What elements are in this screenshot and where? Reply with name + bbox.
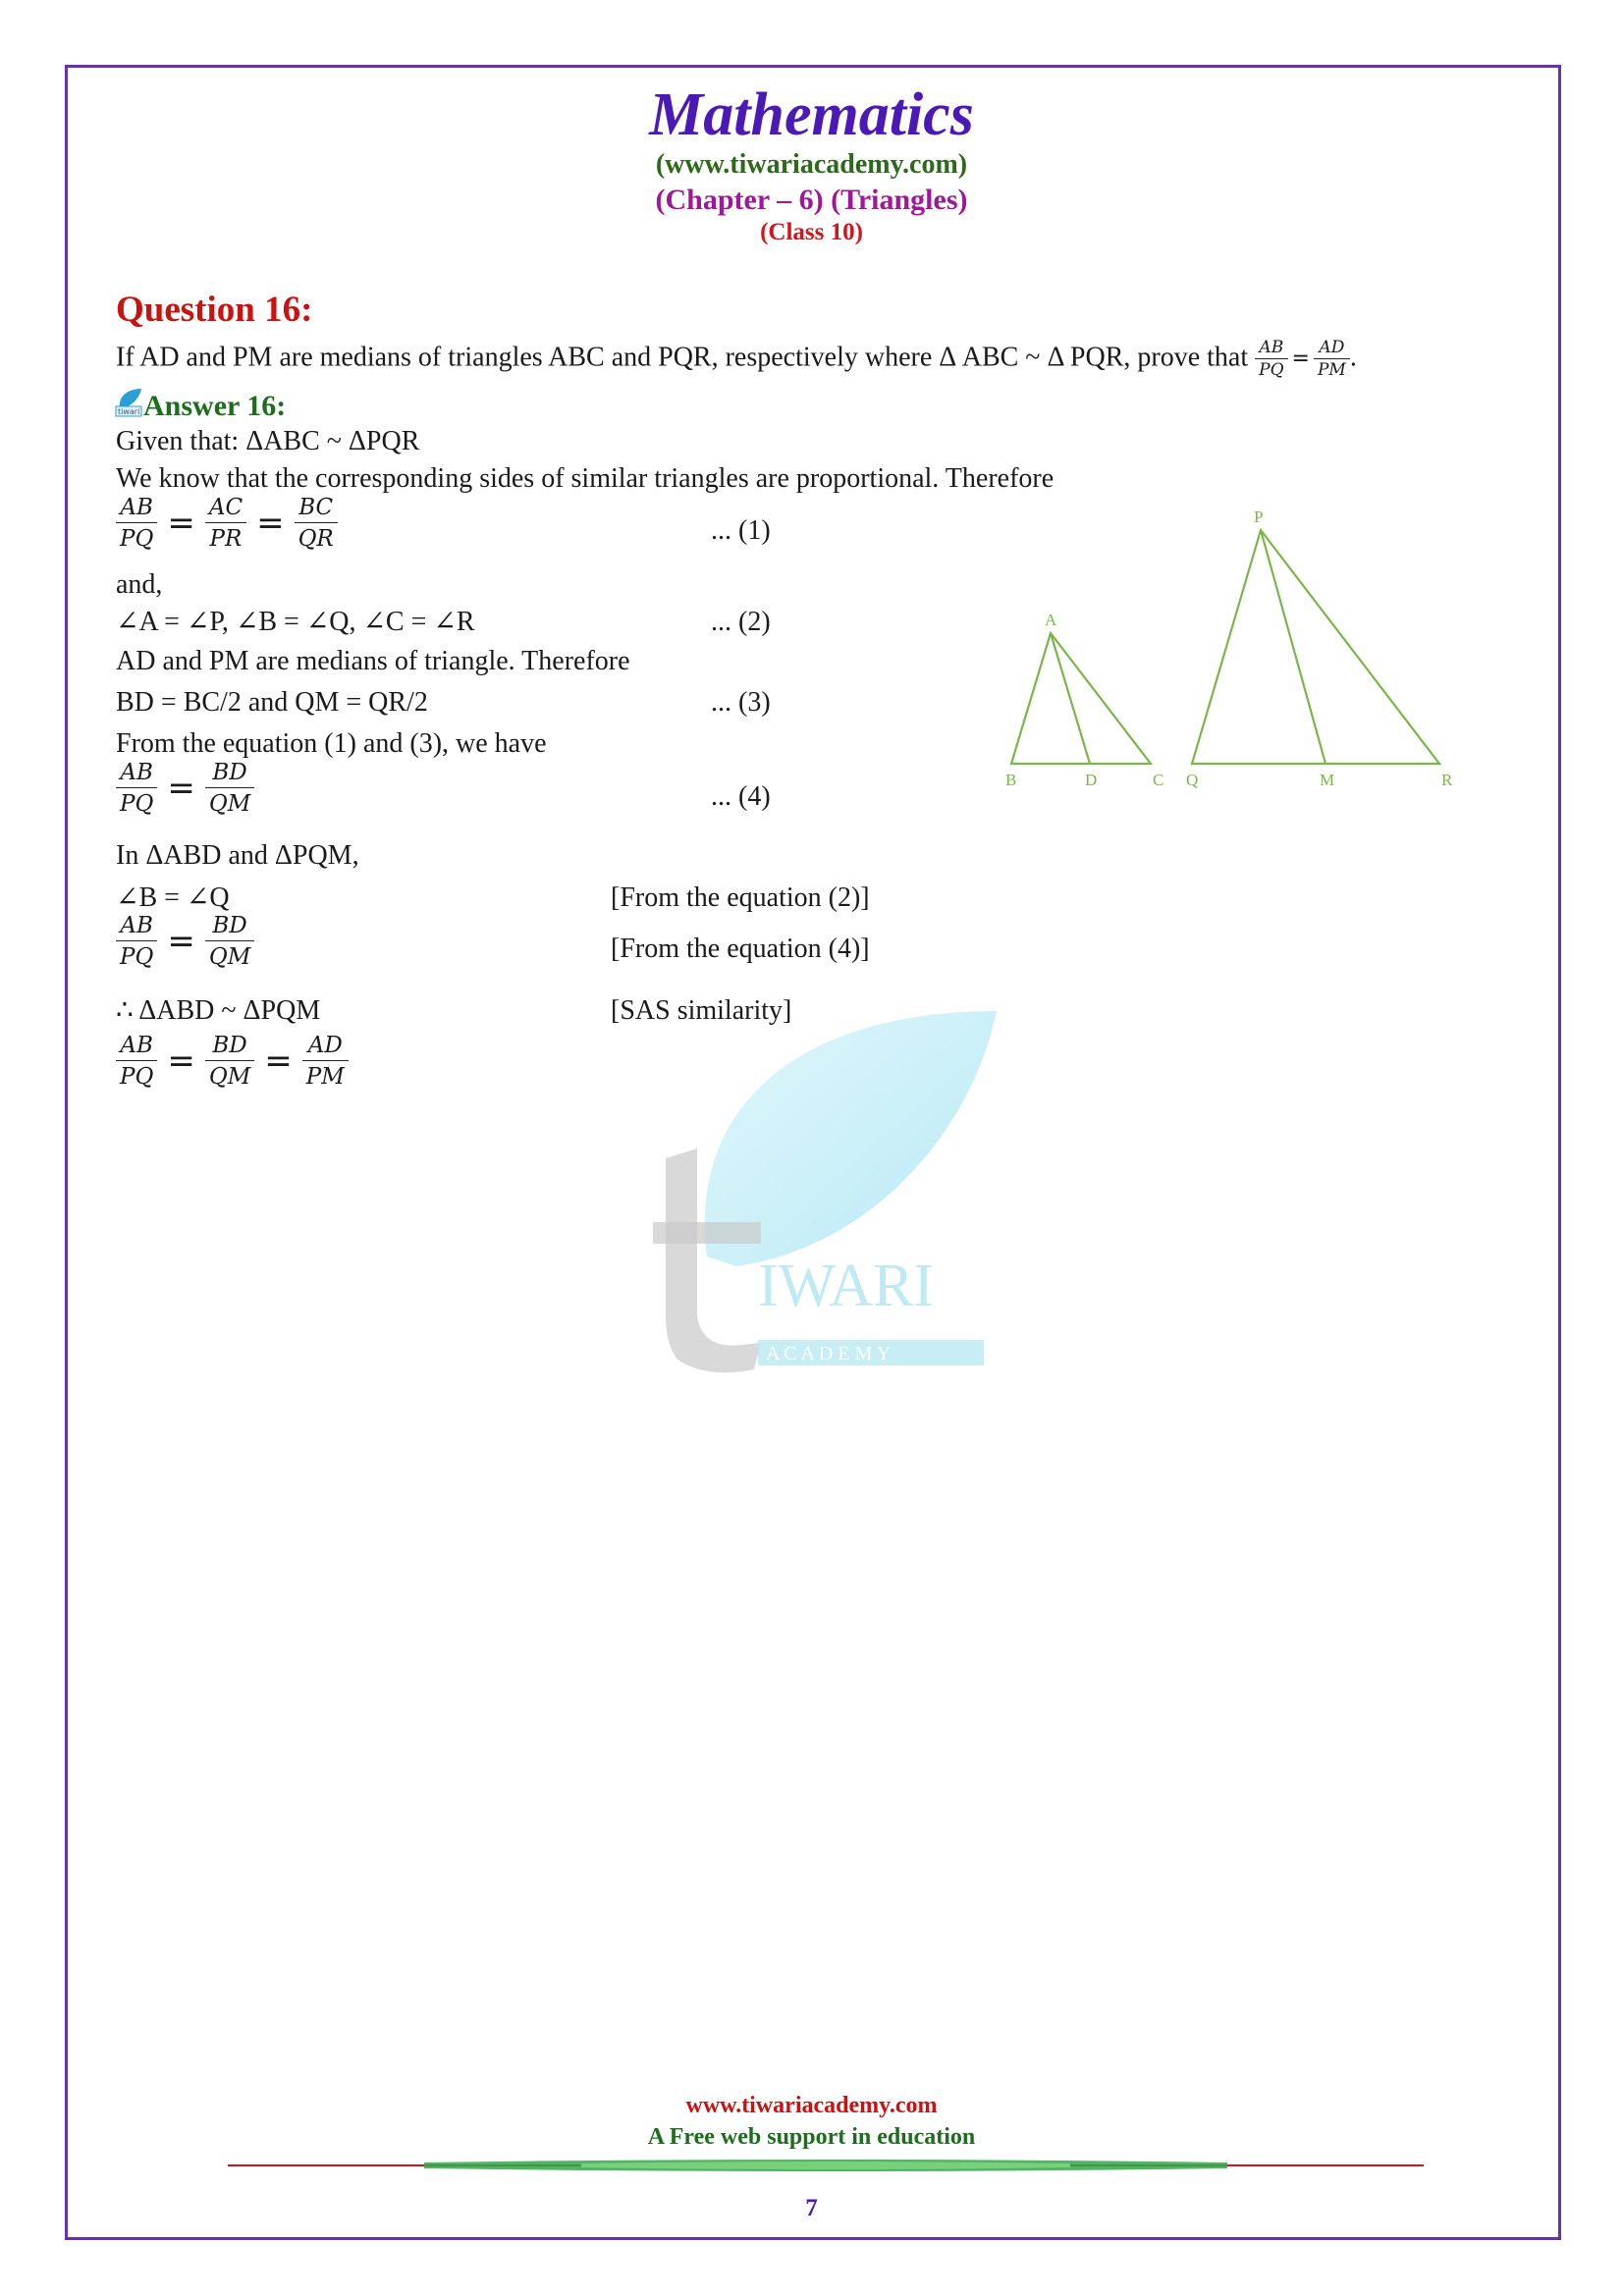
page-number: 7	[805, 2195, 818, 2221]
line-halves: BD = BC/2 and QM = QR/2	[116, 687, 428, 718]
fraction-ab-pq: $\frac{AB}{PQ}$	[1255, 340, 1287, 379]
line-in-triangles: In ΔABD and ΔPQM,	[116, 840, 359, 871]
label-a: A	[1045, 611, 1057, 629]
page-title: Mathematics	[649, 81, 974, 148]
label-q: Q	[1186, 771, 1199, 789]
equation-1: $\frac{AB}{PQ}$ = $\frac{AC}{PR}$ = $\frac{BC}{QR}$	[116, 495, 338, 552]
label-p: P	[1254, 507, 1264, 526]
class-label: (Class 10)	[760, 219, 863, 245]
watermark-name: IWARI	[758, 1253, 935, 1319]
footer-tagline: A Free web support in education	[647, 2124, 976, 2150]
label-b: B	[1005, 771, 1017, 789]
line-angle-b: ∠B = ∠Q	[116, 882, 230, 913]
median-ad	[1051, 633, 1090, 764]
line-therefore: ∴ ΔABD ~ ΔPQM	[116, 995, 321, 1026]
reason-sas: [SAS similarity]	[611, 995, 792, 1026]
equation-4: $\frac{AB}{PQ}$ = $\frac{BD}{QM}$	[116, 760, 254, 817]
line-given: Given that: ΔABC ~ ΔPQR	[116, 426, 420, 456]
footer-divider	[228, 2159, 1424, 2172]
header-website[interactable]: (www.tiwariacademy.com)	[655, 149, 968, 180]
question-heading: Question 16:	[116, 290, 313, 330]
question-statement: If AD and PM are medians of triangles ABC and PQR, respectively where Δ ABC ~ Δ PQR, prove that	[116, 342, 1249, 373]
watermark-sub: A C A D E M Y	[766, 1343, 892, 1364]
label-d: D	[1085, 771, 1098, 789]
equation-2-tag: ... (2)	[711, 607, 771, 637]
line-and: and,	[116, 569, 163, 600]
equation-3-tag: ... (3)	[711, 687, 771, 718]
svg-text:tiwari: tiwari	[118, 407, 140, 416]
label-r: R	[1441, 771, 1453, 789]
line-medians: AD and PM are medians of triangle. Therefore	[116, 646, 630, 676]
line-from-equations: From the equation (1) and (3), we have	[116, 728, 547, 759]
answer-icon	[114, 387, 143, 418]
line-angles: ∠A = ∠P, ∠B = ∠Q, ∠C = ∠R	[116, 607, 475, 637]
answer-heading: Answer 16:	[143, 390, 287, 422]
label-m: M	[1320, 771, 1335, 789]
equation-1-tag: ... (1)	[711, 515, 771, 546]
watermark-t-bar	[653, 1222, 761, 1244]
watermark-logo	[648, 991, 1001, 1384]
triangles-figure	[992, 501, 1483, 795]
equation-4-tag: ... (4)	[711, 781, 771, 812]
triangle-abc	[1011, 633, 1151, 764]
reason-equation-4: [From the equation (4)]	[611, 934, 870, 964]
fraction-ad-pm: $\frac{AD}{PM}$	[1314, 340, 1350, 379]
equation-final: $\frac{AB}{PQ}$ = $\frac{BD}{QM}$ = $\frac{AD}{PM}$	[116, 1033, 349, 1090]
chapter-label: (Chapter – 6) (Triangles)	[655, 184, 968, 216]
median-pm	[1261, 530, 1325, 764]
equals-sign: =	[1291, 347, 1310, 371]
line-proportional: We know that the corresponding sides of similar triangles are proportional. Therefore	[116, 463, 1055, 494]
question-text	[116, 340, 1357, 379]
period: .	[1349, 342, 1357, 373]
footer-website[interactable]: www.tiwariacademy.com	[685, 2093, 938, 2118]
reason-equation-2: [From the equation (2)]	[611, 882, 870, 913]
label-c: C	[1153, 771, 1164, 789]
equation-5: $\frac{AB}{PQ}$ = $\frac{BD}{QM}$	[116, 913, 254, 970]
